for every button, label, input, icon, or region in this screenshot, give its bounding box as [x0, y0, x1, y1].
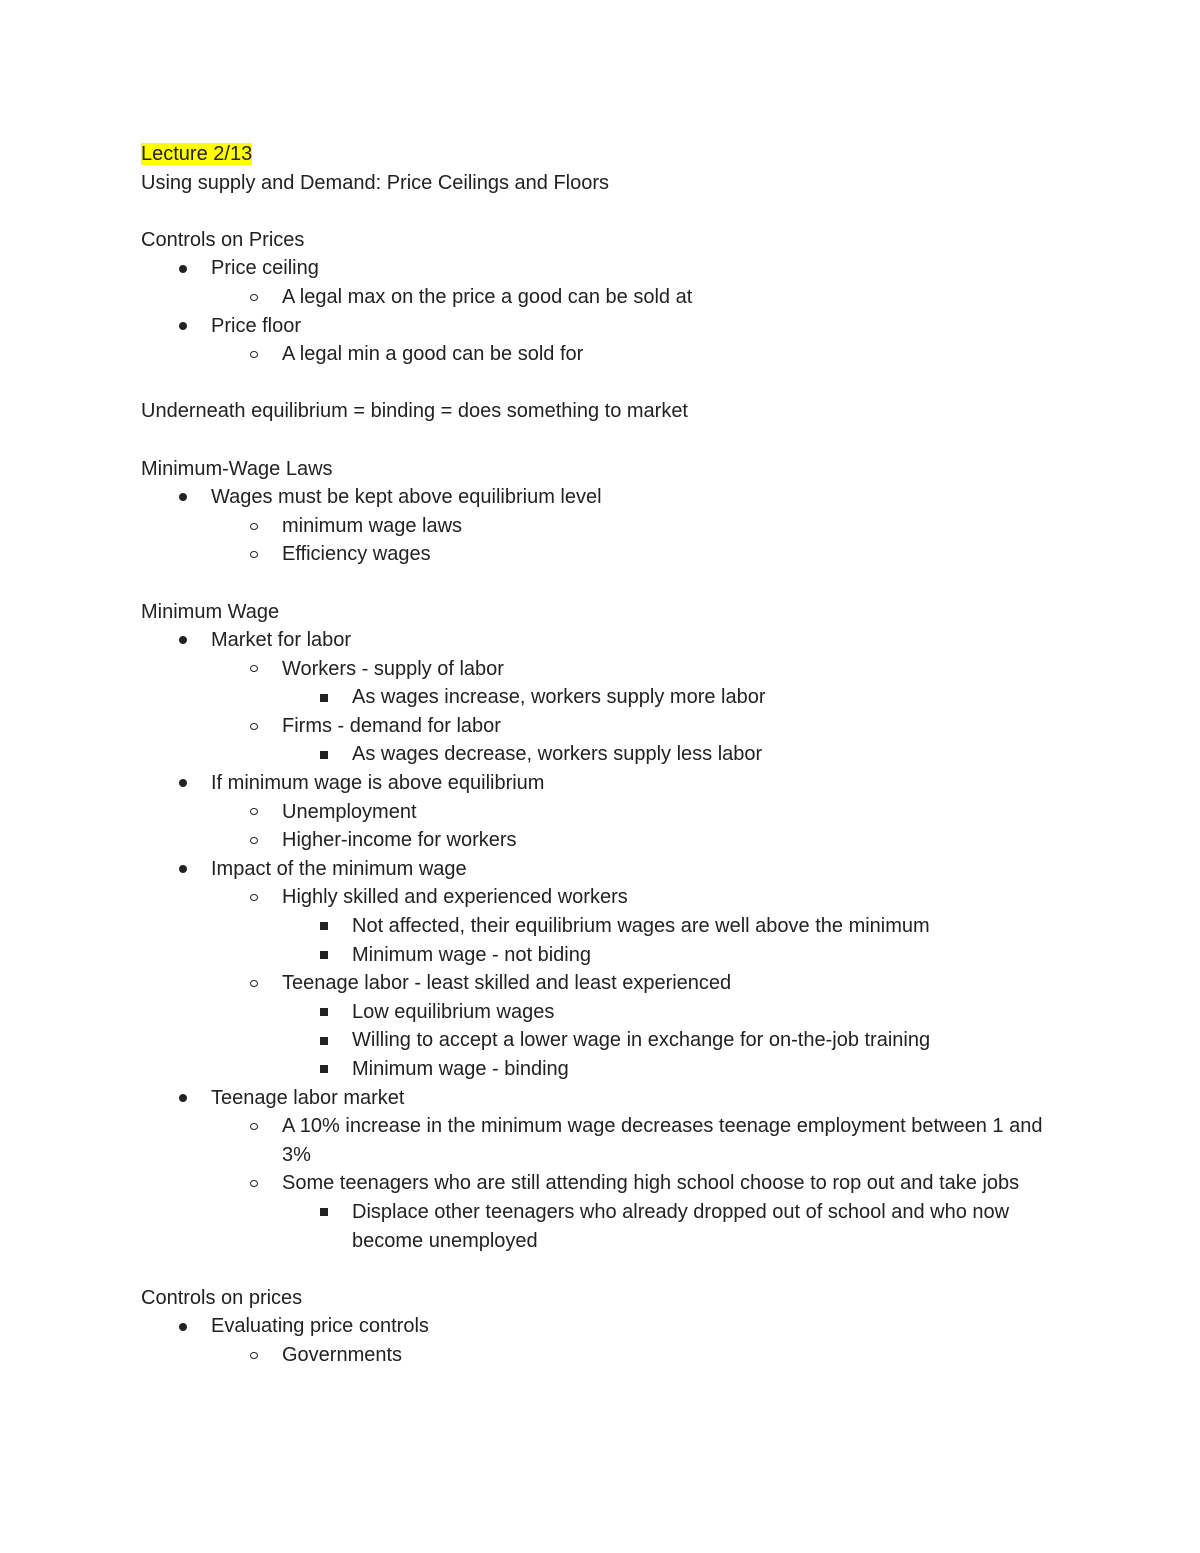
square-bullet-icon: [314, 1055, 334, 1084]
list-item-text: Not affected, their equilibrium wages are well above the minimum: [352, 915, 930, 938]
list-item: [141, 483, 1061, 512]
list-item: [141, 855, 1061, 884]
square-bullet-icon: [314, 998, 334, 1027]
circle-bullet-icon: [244, 512, 264, 541]
square-bullet-icon: [314, 1198, 334, 1227]
disc-bullet-icon: [173, 1312, 193, 1341]
disc-bullet-icon: [173, 1084, 193, 1113]
list-item-text: Some teenagers who are still attending high school choose to rop out and take jobs: [282, 1172, 1020, 1195]
list-item-text: Teenage labor - least skilled and least experienced: [282, 972, 732, 995]
list-item: [141, 769, 1061, 798]
list-item-text: Teenage labor market: [211, 1086, 405, 1109]
circle-bullet-icon: [244, 826, 264, 855]
circle-bullet-icon: [244, 655, 264, 684]
list-item: [141, 969, 1061, 998]
list-item: [141, 540, 1061, 569]
disc-bullet-icon: [173, 626, 193, 655]
list-item: [141, 312, 1061, 341]
section-heading-minimum-wage-laws: Minimum-Wage Laws: [141, 457, 333, 480]
list-item-text: Willing to accept a lower wage in exchange for on-the-job training: [352, 1029, 931, 1052]
circle-bullet-icon: [244, 283, 264, 312]
section-heading-minimum-wage: Minimum Wage: [141, 600, 280, 623]
list-item-text: Higher-income for workers: [282, 829, 517, 852]
list-item: [141, 340, 1061, 369]
list-item: [141, 655, 1061, 684]
circle-bullet-icon: [244, 1341, 264, 1370]
list-item: [141, 712, 1061, 741]
list-item: [141, 883, 1061, 912]
circle-bullet-icon: [244, 798, 264, 827]
equilibrium-note: Underneath equilibrium = binding = does something to market: [141, 400, 688, 423]
disc-bullet-icon: [173, 855, 193, 884]
list-item: [141, 683, 1061, 712]
list-item-text: A legal min a good can be sold for: [282, 343, 584, 366]
list-item-text: If minimum wage is above equilibrium: [211, 772, 545, 795]
list-item: [141, 1055, 1061, 1084]
list-item-text: As wages decrease, workers supply less labor: [352, 743, 763, 766]
lecture-title: Using supply and Demand: Price Ceilings and Floors: [141, 171, 610, 194]
spacer: [141, 1255, 1061, 1284]
list-item-text: Workers - supply of labor: [282, 657, 504, 680]
circle-bullet-icon: [244, 712, 264, 741]
list-item: [141, 512, 1061, 541]
list-item: [141, 1198, 1024, 1255]
spacer: [141, 197, 1061, 226]
list-item-text: A legal max on the price a good can be sold at: [282, 285, 693, 308]
list-item: [141, 998, 1061, 1027]
square-bullet-icon: [314, 912, 334, 941]
square-bullet-icon: [314, 1026, 334, 1055]
list-item: [141, 254, 1061, 283]
list-item-text: Unemployment: [282, 800, 417, 823]
list-item-text: minimum wage laws: [282, 514, 463, 537]
square-bullet-icon: [314, 941, 334, 970]
list-item-text: Low equilibrium wages: [352, 1000, 555, 1023]
list-item-text: Displace other teenagers who already dropped out of school and who now become unemployed: [352, 1200, 1010, 1252]
list-item: [141, 826, 1061, 855]
list-item-text: Market for labor: [211, 629, 352, 652]
list-item: [141, 1112, 1043, 1169]
square-bullet-icon: [314, 683, 334, 712]
list-item: [141, 1169, 1043, 1198]
square-bullet-icon: [314, 740, 334, 769]
circle-bullet-icon: [244, 340, 264, 369]
disc-bullet-icon: [173, 254, 193, 283]
circle-bullet-icon: [244, 1169, 264, 1198]
circle-bullet-icon: [244, 540, 264, 569]
section-heading-controls-on-prices-2: Controls on prices: [141, 1286, 303, 1309]
circle-bullet-icon: [244, 1112, 264, 1141]
notes-body: [141, 140, 1061, 1370]
disc-bullet-icon: [173, 312, 193, 341]
disc-bullet-icon: [173, 769, 193, 798]
lecture-date: [141, 140, 1061, 169]
spacer: [141, 369, 1061, 398]
list-item: [141, 798, 1061, 827]
list-item: [141, 626, 1061, 655]
list-item-text: Evaluating price controls: [211, 1315, 429, 1338]
list-item-text: Impact of the minimum wage: [211, 857, 467, 880]
list-item: [141, 740, 1061, 769]
list-item-text: Price floor: [211, 314, 302, 337]
section-heading-controls-on-prices: Controls on Prices: [141, 228, 305, 251]
list-item-text: Wages must be kept above equilibrium level: [211, 486, 602, 509]
list-item-text: Minimum wage - not biding: [352, 943, 591, 966]
lecture-date-highlight: Lecture 2/13: [141, 143, 253, 165]
list-item-text: Firms - demand for labor: [282, 714, 501, 737]
list-item-text: A 10% increase in the minimum wage decreases teenage employment between 1 and 3%: [282, 1115, 1043, 1166]
disc-bullet-icon: [173, 483, 193, 512]
list-item: [141, 283, 1061, 312]
list-item-text: Highly skilled and experienced workers: [282, 886, 628, 909]
spacer: [141, 426, 1061, 455]
circle-bullet-icon: [244, 883, 264, 912]
list-item: [141, 1312, 1061, 1341]
list-item-text: Governments: [282, 1343, 403, 1366]
spacer: [141, 569, 1061, 598]
list-item: [141, 1084, 1061, 1113]
list-item: [141, 1341, 1061, 1370]
list-item: [141, 1026, 1061, 1055]
list-item-text: Price ceiling: [211, 257, 319, 280]
list-item: [141, 912, 1061, 941]
list-item-text: Efficiency wages: [282, 543, 431, 566]
list-item-text: As wages increase, workers supply more labor: [352, 686, 766, 709]
list-item-text: Minimum wage - binding: [352, 1058, 569, 1080]
circle-bullet-icon: [244, 969, 264, 998]
list-item: [141, 941, 1061, 970]
